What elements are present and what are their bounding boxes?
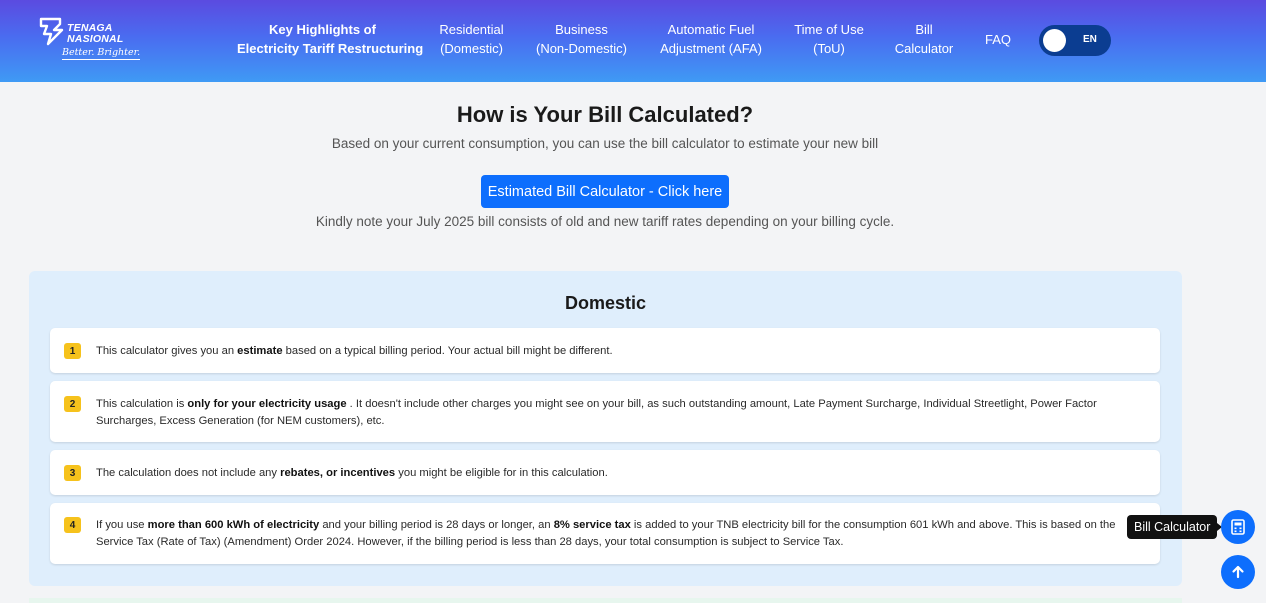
text-segment: you might be eligible for in this calculation. <box>395 467 608 479</box>
text-emphasis: rebates, or incentives <box>280 467 396 479</box>
tnb-logo[interactable] <box>38 16 141 64</box>
nav-label-line1: Business <box>555 22 608 37</box>
text-segment: This calculator gives you an <box>96 345 238 357</box>
nav-bill-calculator[interactable] <box>891 20 957 58</box>
info-card-4 <box>50 503 1160 564</box>
nav-afa[interactable] <box>656 20 766 58</box>
language-toggle[interactable] <box>1039 25 1111 56</box>
info-text <box>96 343 1130 360</box>
nav-business[interactable] <box>533 20 630 58</box>
text-segment: This calculation is <box>96 398 188 410</box>
scroll-to-top-button[interactable] <box>1221 555 1255 589</box>
text-segment: based on a typical billing period. Your actual bill might be different. <box>282 345 613 357</box>
number-badge: 3 <box>64 465 81 481</box>
domestic-title: Domestic <box>564 293 647 313</box>
text-emphasis: more than 600 kWh of electricity <box>147 519 320 531</box>
info-text <box>96 517 1130 550</box>
bill-calculator-tooltip: Bill Calculator <box>1127 515 1217 539</box>
nav-label-line2: (Non-Domestic) <box>535 41 627 56</box>
text-emphasis: only for your electricity usage <box>187 398 347 410</box>
info-card-3 <box>50 450 1160 495</box>
nav-residential[interactable] <box>436 20 507 58</box>
nav-label-line1: Time of Use <box>794 22 864 37</box>
top-navigation-bar <box>0 0 1266 82</box>
logo-text-line2: NASIONAL <box>67 33 124 45</box>
nav-faq[interactable] <box>982 30 1014 49</box>
number-badge: 4 <box>64 517 81 533</box>
info-text <box>96 465 1130 482</box>
text-segment: . It doesn't include other charges you might see on your bill, as such outstanding amount, Late Payment Surcharge, Individual Streetlight, Power Factor Surcharges, Excess Generation (for NEM customers), etc. <box>96 398 1097 427</box>
info-card-1 <box>50 328 1160 373</box>
floating-calculator-button[interactable] <box>1221 510 1255 544</box>
number-badge: 1 <box>64 343 81 359</box>
nav-label-line2: Adjustment (AFA) <box>660 41 762 56</box>
nav-label-line1: FAQ <box>984 32 1011 47</box>
text-segment: and your billing period is 28 days or longer, an <box>319 519 554 531</box>
tnb-logo-icon <box>38 16 68 46</box>
page-subtitle: Based on your current consumption, you can use the bill calculator to estimate your new bill <box>331 136 879 151</box>
info-text <box>96 396 1130 429</box>
estimated-bill-calculator-button[interactable]: Estimated Bill Calculator - Click here <box>481 175 729 208</box>
text-segment: The calculation does not include any <box>96 467 281 479</box>
number-badge: 2 <box>64 396 81 412</box>
toggle-knob <box>1043 29 1066 52</box>
logo-tagline: Better. Brighter. <box>62 47 141 58</box>
text-segment: If you use <box>96 519 148 531</box>
billing-cycle-note: Kindly note your July 2025 bill consists of old and new tariff rates depending on your billing cycle. <box>315 214 895 229</box>
nav-label-line1: Bill <box>915 22 933 37</box>
info-card-2 <box>50 381 1160 442</box>
text-emphasis: estimate <box>237 345 283 357</box>
language-label: EN <box>1083 34 1097 45</box>
nav-label-line1: Key Highlights of <box>269 22 376 37</box>
domestic-panel <box>29 271 1182 586</box>
nav-time-of-use[interactable] <box>791 20 867 58</box>
nav-key-highlights[interactable] <box>237 20 424 58</box>
next-section-edge <box>29 598 1182 603</box>
logo-text-line1: TENAGA <box>67 22 113 34</box>
nav-label-line1: Residential <box>439 22 504 37</box>
text-emphasis: 8% service tax <box>553 519 631 531</box>
page-title: How is Your Bill Calculated? <box>456 102 754 127</box>
nav-label-line2: Electricity Tariff Restructuring <box>237 41 424 56</box>
calculator-icon <box>1231 519 1245 535</box>
arrow-up-icon <box>1230 564 1246 580</box>
nav-label-line2: Calculator <box>894 41 954 56</box>
nav-label-line1: Automatic Fuel <box>667 22 755 37</box>
nav-label-line2: (ToU) <box>813 41 845 56</box>
text-segment: is added to your TNB electricity bill for the consumption 601 kWh and above. This is based on the Service Tax (Rate of Tax) (Amendment) Order 2024. However, if the billing period is less than 28 days, your total consumption is subject to Service Tax. <box>96 519 1116 548</box>
nav-label-line2: (Domestic) <box>440 41 503 56</box>
